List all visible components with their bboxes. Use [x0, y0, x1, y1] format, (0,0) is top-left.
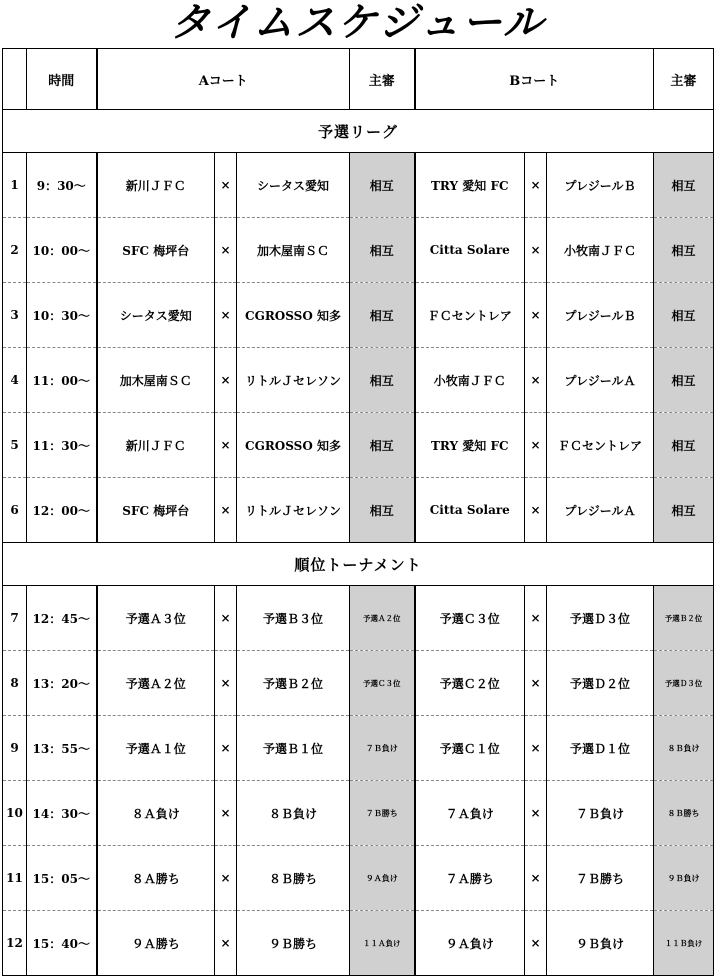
table-row — [3, 218, 714, 283]
court-b-home-team: 予選Ｃ１位 — [415, 716, 525, 781]
match-number: 10 — [3, 781, 27, 846]
court-b-away-team: プレジールＢ — [547, 283, 654, 348]
court-a-referee: 予選Ｃ３位 — [350, 651, 415, 716]
court-b-referee: １１Ｂ負け — [654, 911, 714, 976]
match-number: 9 — [3, 716, 27, 781]
court-a-home-team: ８Ａ負け — [97, 781, 215, 846]
court-a-referee: 予選Ａ２位 — [350, 586, 415, 651]
court-a-referee: 相互 — [350, 153, 415, 218]
match-time: 15：40～ — [27, 911, 97, 976]
match-number: 2 — [3, 218, 27, 283]
table-row — [3, 413, 714, 478]
court-b-away-team: 予選Ｄ１位 — [547, 716, 654, 781]
court-a-vs: × — [215, 651, 237, 716]
court-b-home-team: 予選Ｃ２位 — [415, 651, 525, 716]
court-b-vs: × — [525, 413, 547, 478]
court-b-referee: 相互 — [654, 283, 714, 348]
court-b-away-team: プレジールＡ — [547, 478, 654, 543]
match-time: 11：30～ — [27, 413, 97, 478]
header-court-b: Bコート — [415, 49, 654, 110]
header-referee-a: 主審 — [350, 49, 415, 110]
schedule-table — [2, 48, 714, 976]
match-number: 3 — [3, 283, 27, 348]
court-a-home-team: SFC 梅坪台 — [97, 218, 215, 283]
court-a-vs: × — [215, 218, 237, 283]
court-a-away-team: ８Ｂ負け — [237, 781, 350, 846]
court-b-home-team: ＦＣセントレア — [415, 283, 525, 348]
court-b-home-team: ９Ａ負け — [415, 911, 525, 976]
court-a-referee: ９Ａ負け — [350, 846, 415, 911]
court-a-referee: ７Ｂ負け — [350, 716, 415, 781]
court-a-vs: × — [215, 781, 237, 846]
table-row — [3, 846, 714, 911]
match-number: 5 — [3, 413, 27, 478]
court-a-home-team: 予選Ａ２位 — [97, 651, 215, 716]
court-b-vs: × — [525, 153, 547, 218]
court-b-away-team: プレジールＢ — [547, 153, 654, 218]
match-time: 10：00～ — [27, 218, 97, 283]
court-a-home-team: 予選Ａ３位 — [97, 586, 215, 651]
court-a-away-team: 加木屋南ＳＣ — [237, 218, 350, 283]
court-b-vs: × — [525, 846, 547, 911]
court-b-away-team: 予選Ｄ２位 — [547, 651, 654, 716]
match-number: 12 — [3, 911, 27, 976]
court-b-home-team: ７Ａ負け — [415, 781, 525, 846]
header-time: 時間 — [27, 49, 97, 110]
court-a-away-team: ９Ｂ勝ち — [237, 911, 350, 976]
court-a-referee: 相互 — [350, 218, 415, 283]
match-time: 13：55～ — [27, 716, 97, 781]
court-b-away-team: ９Ｂ負け — [547, 911, 654, 976]
match-time: 12：45～ — [27, 586, 97, 651]
match-time: 10：30～ — [27, 283, 97, 348]
court-b-home-team: TRY 愛知 FC — [415, 413, 525, 478]
court-a-home-team: ８Ａ勝ち — [97, 846, 215, 911]
court-b-home-team: TRY 愛知 FC — [415, 153, 525, 218]
court-a-vs: × — [215, 413, 237, 478]
court-a-referee: ７Ｂ勝ち — [350, 781, 415, 846]
court-b-referee: 相互 — [654, 153, 714, 218]
court-a-vs: × — [215, 846, 237, 911]
header-referee-b: 主審 — [654, 49, 714, 110]
court-b-referee: 相互 — [654, 413, 714, 478]
court-b-away-team: ７Ｂ勝ち — [547, 846, 654, 911]
header-num — [3, 49, 27, 110]
match-number: 11 — [3, 846, 27, 911]
page-title: タイムスケジュール — [170, 0, 545, 46]
section-league-title: 予選リーグ — [3, 110, 714, 153]
court-a-away-team: ８Ｂ勝ち — [237, 846, 350, 911]
court-a-away-team: 予選Ｂ３位 — [237, 586, 350, 651]
court-a-home-team: 新川ＪＦＣ — [97, 153, 215, 218]
court-b-referee: 相互 — [654, 478, 714, 543]
table-row — [3, 348, 714, 413]
section-tournament-row — [3, 543, 714, 586]
court-a-referee: 相互 — [350, 413, 415, 478]
table-row — [3, 153, 714, 218]
court-b-away-team: ＦＣセントレア — [547, 413, 654, 478]
match-time: 9：30～ — [27, 153, 97, 218]
table-row — [3, 781, 714, 846]
court-a-home-team: 加木屋南ＳＣ — [97, 348, 215, 413]
court-b-vs: × — [525, 716, 547, 781]
court-a-away-team: 予選Ｂ１位 — [237, 716, 350, 781]
table-row — [3, 651, 714, 716]
court-b-vs: × — [525, 478, 547, 543]
court-a-vs: × — [215, 283, 237, 348]
court-a-vs: × — [215, 153, 237, 218]
header-court-a: Aコート — [97, 49, 350, 110]
court-b-away-team: 予選Ｄ３位 — [547, 586, 654, 651]
court-a-referee: １１Ａ負け — [350, 911, 415, 976]
court-a-vs: × — [215, 716, 237, 781]
court-b-referee: ８Ｂ負け — [654, 716, 714, 781]
match-time: 14：30～ — [27, 781, 97, 846]
court-b-home-team: Citta Solare — [415, 218, 525, 283]
court-a-home-team: 予選Ａ１位 — [97, 716, 215, 781]
match-number: 7 — [3, 586, 27, 651]
court-a-home-team: 新川ＪＦＣ — [97, 413, 215, 478]
court-b-vs: × — [525, 911, 547, 976]
table-row — [3, 716, 714, 781]
table-row — [3, 586, 714, 651]
court-a-referee: 相互 — [350, 348, 415, 413]
court-b-referee: ８Ｂ勝ち — [654, 781, 714, 846]
table-row — [3, 911, 714, 976]
court-b-referee: ９Ｂ負け — [654, 846, 714, 911]
court-b-away-team: ７Ｂ負け — [547, 781, 654, 846]
court-b-referee: 相互 — [654, 218, 714, 283]
court-a-home-team: SFC 梅坪台 — [97, 478, 215, 543]
court-b-away-team: 小牧南ＪＦＣ — [547, 218, 654, 283]
court-a-referee: 相互 — [350, 283, 415, 348]
court-a-away-team: CGROSSO 知多 — [237, 283, 350, 348]
court-b-referee: 予選Ｄ３位 — [654, 651, 714, 716]
court-b-referee: 相互 — [654, 348, 714, 413]
court-b-vs: × — [525, 586, 547, 651]
match-time: 12：00～ — [27, 478, 97, 543]
court-a-away-team: CGROSSO 知多 — [237, 413, 350, 478]
court-b-vs: × — [525, 781, 547, 846]
court-b-home-team: Citta Solare — [415, 478, 525, 543]
court-b-home-team: ７Ａ勝ち — [415, 846, 525, 911]
court-a-vs: × — [215, 911, 237, 976]
section-tournament-title: 順位トーナメント — [3, 543, 714, 586]
court-b-home-team: 小牧南ＪＦＣ — [415, 348, 525, 413]
table-row — [3, 283, 714, 348]
court-b-referee: 予選Ｂ２位 — [654, 586, 714, 651]
court-a-vs: × — [215, 478, 237, 543]
court-a-away-team: リトルＪセレソン — [237, 348, 350, 413]
court-b-vs: × — [525, 218, 547, 283]
match-number: 8 — [3, 651, 27, 716]
match-time: 13：20～ — [27, 651, 97, 716]
court-a-vs: × — [215, 348, 237, 413]
court-a-away-team: シータス愛知 — [237, 153, 350, 218]
match-time: 11：00～ — [27, 348, 97, 413]
match-number: 1 — [3, 153, 27, 218]
court-a-away-team: 予選Ｂ２位 — [237, 651, 350, 716]
match-time: 15：05～ — [27, 846, 97, 911]
court-b-vs: × — [525, 348, 547, 413]
court-b-vs: × — [525, 651, 547, 716]
header-row — [3, 49, 714, 110]
court-a-referee: 相互 — [350, 478, 415, 543]
court-a-vs: × — [215, 586, 237, 651]
table-row — [3, 478, 714, 543]
court-b-home-team: 予選Ｃ３位 — [415, 586, 525, 651]
court-a-away-team: リトルＪセレソン — [237, 478, 350, 543]
court-a-home-team: ９Ａ勝ち — [97, 911, 215, 976]
court-a-home-team: シータス愛知 — [97, 283, 215, 348]
match-number: 6 — [3, 478, 27, 543]
court-b-vs: × — [525, 283, 547, 348]
match-number: 4 — [3, 348, 27, 413]
court-b-away-team: プレジールＡ — [547, 348, 654, 413]
section-league-row — [3, 110, 714, 153]
